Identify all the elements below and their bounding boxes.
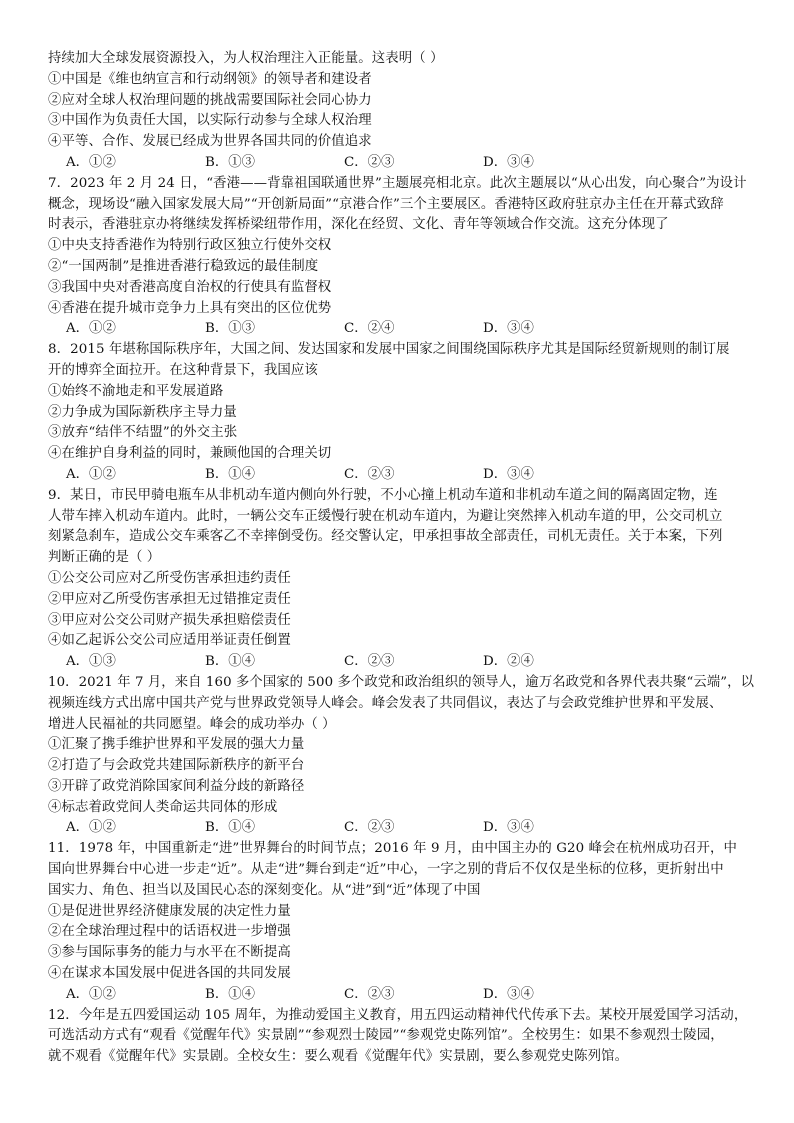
- option-b: B．①④: [205, 986, 256, 1002]
- option-c: C．②③: [344, 654, 395, 670]
- choice-item: ③放弃“结伴不结盟”的外交主张: [48, 425, 238, 441]
- question-12: [48, 1006, 754, 1068]
- question-stem: 时表示，香港驻京办将继续发挥桥梁纽带作用，深化在经贸、文化、青年等领域合作交流。这充分体现了: [48, 217, 669, 233]
- question-stem: 9．某日，市民甲骑电瓶车从非机动车道内侧向外行驶，不小心撞上机动车道和非机动车道之间的隔离固定物，连: [48, 487, 718, 503]
- option-d: D．③④: [483, 986, 534, 1002]
- option-c: C．②③: [344, 820, 395, 836]
- option-d: D．②④: [483, 654, 534, 670]
- question-stem: 国实力、角色、担当以及国民心态的深刻变化。从“进”到“近”体现了中国: [48, 882, 481, 898]
- choice-item: ①始终不渝地走和平发展道路: [48, 383, 224, 399]
- question-stem: 7．2023 年 2 月 24 日，“香港——背靠祖国联通世界”主题展亮相北京。此次主题展以“从心出发，向心聚合”为设计: [48, 175, 747, 191]
- question-stem: 概念，现场设“融入国家发展大局”“开创新局面”“京港合作”三个主要展区。香港特区政府驻京办主任在开幕式致辞: [48, 196, 724, 212]
- option-d: D．③④: [483, 154, 534, 170]
- choice-item: ②“一国两制”是推进香港行稳致远的最佳制度: [48, 258, 319, 274]
- question-stem: 10．2021 年 7 月，来自 160 多个国家的 500 多个政党和政治组织的领导人，逾万名政党和各界代表共聚“云端”，以: [48, 674, 755, 690]
- option-b: B．①④: [205, 820, 256, 836]
- choice-item: ④平等、合作、发展已经成为世界各国共同的价值追求: [48, 134, 372, 150]
- choice-item: ①公交公司应对乙所受伤害承担违约责任: [48, 570, 291, 586]
- question-stem: 可选活动方式有“观看《觉醒年代》实景剧”“参观烈士陵园”“参观党史陈列馆”。全校男生：如果不参观烈士陵园，: [48, 1028, 724, 1044]
- option-c: C．②③: [344, 986, 395, 1002]
- option-d: D．③④: [483, 466, 534, 482]
- option-a: A．①②: [66, 820, 116, 836]
- option-d: D．③④: [483, 321, 534, 337]
- choice-item: ①中国是《维也纳宣言和行动纲领》的领导者和建设者: [48, 71, 372, 87]
- choice-item: ①是促进世界经济健康发展的决定性力量: [48, 903, 291, 919]
- option-b: B．①④: [205, 466, 256, 482]
- option-a: A．①②: [66, 321, 116, 337]
- option-a: A．①②: [66, 466, 116, 482]
- question-stem: 刻紧急刹车，造成公交车乘客乙不幸摔倒受伤。经交警认定，甲承担事故全部责任，司机无责任。关于本案，下列: [48, 529, 723, 545]
- choice-item: ②在全球治理过程中的话语权进一步增强: [48, 924, 291, 940]
- choice-item: ④在维护自身利益的同时，兼顾他国的合理关切: [48, 446, 332, 462]
- option-b: B．①③: [205, 154, 256, 170]
- choice-item: ④香港在提升城市竞争力上具有突出的区位优势: [48, 300, 332, 316]
- answer-options: [48, 319, 754, 340]
- option-c: C．②④: [344, 321, 395, 337]
- question-9: [48, 486, 754, 673]
- choice-item: ②应对全球人权治理问题的挑战需要国际社会同心协力: [48, 92, 372, 108]
- choice-item: ④标志着政党间人类命运共同体的形成: [48, 799, 278, 815]
- choice-item: ③甲应对公交公司财产损失承担赔偿责任: [48, 612, 291, 628]
- question-stem: 11．1978 年，中国重新走“进”世界舞台的时间节点；2016 年 9 月，由中国主办的 G20 峰会在杭州成功召开，中: [48, 841, 738, 857]
- choice-item: ③中国作为负责任大国，以实际行动参与全球人权治理: [48, 113, 372, 129]
- choice-item: ②甲应对乙所受伤害承担无过错推定责任: [48, 591, 291, 607]
- question-stem: 国向世界舞台中心进一步走“近”。从走“进”舞台到走“近”中心，一字之别的背后不仅仅是坐标的位移，更折射出中: [48, 862, 724, 878]
- question-stem: 12．今年是五四爱国运动 105 周年，为推动爱国主义教育，用五四运动精神代代传承下去。某校开展爱国学习活动，: [48, 1007, 748, 1023]
- question-6: [48, 49, 754, 174]
- choice-item: ③开辟了政党消除国家间利益分歧的新路径: [48, 778, 305, 794]
- question-stem: 开的博弈全面拉开。在这种背景下，我国应该: [48, 362, 318, 378]
- choice-item: ④如乙起诉公交公司应适用举证责任倒置: [48, 633, 291, 649]
- answer-options: [48, 985, 754, 1006]
- question-11: [48, 839, 754, 1005]
- choice-item: ①汇聚了携手维护世界和平发展的强大力量: [48, 737, 305, 753]
- choice-item: ③参与国际事务的能力与水平在不断提高: [48, 945, 291, 961]
- choice-item: ②力争成为国际新秩序主导力量: [48, 404, 237, 420]
- question-stem: 8．2015 年堪称国际秩序年，大国之间、发达国家和发展中国家之间围绕国际秩序尤其是国际经贸新规则的制订展: [48, 342, 730, 358]
- choice-item: ①中央支持香港作为特别行政区独立行使外交权: [48, 238, 332, 254]
- question-stem: 视频连线方式出席中国共产党与世界政党领导人峰会。峰会发表了共同倡议，表达了与会政党维护世界和平发展、: [48, 695, 723, 711]
- choice-item: ②打造了与会政党共建国际新秩序的新平台: [48, 758, 305, 774]
- question-stem: 人带车摔入机动车道内。此时，一辆公交车正缓慢行驶在机动车道内，为避让突然摔入机动车道的甲，公交司机立: [48, 508, 723, 524]
- choice-item: ④在谋求本国发展中促进各国的共同发展: [48, 966, 291, 982]
- option-a: A．①②: [66, 986, 116, 1002]
- option-d: D．③④: [483, 820, 534, 836]
- question-stem: 判断正确的是（ ）: [48, 550, 161, 566]
- question-7: [48, 174, 754, 340]
- question-stem: 就不观看《觉醒年代》实景剧。全校女生：要么观看《觉醒年代》实景剧，要么参观党史陈列馆。: [48, 1049, 629, 1065]
- question-10: [48, 673, 754, 839]
- question-8: [48, 340, 754, 486]
- answer-options: [48, 465, 754, 486]
- option-b: B．①③: [205, 321, 256, 337]
- question-stem: 持续加大全球发展资源投入，为人权治理注入正能量。这表明（ ）: [48, 51, 444, 66]
- answer-options: [48, 153, 754, 174]
- option-a: A．①②: [66, 154, 116, 170]
- choice-item: ③我国中央对香港高度自治权的行使具有监督权: [48, 279, 332, 295]
- option-c: C．②③: [344, 466, 395, 482]
- answer-options: [48, 818, 754, 839]
- question-stem: 增进人民福祉的共同愿望。峰会的成功举办（ ）: [48, 716, 336, 732]
- option-b: B．①④: [205, 654, 256, 670]
- answer-options: [48, 652, 754, 673]
- option-a: A．①③: [66, 654, 116, 670]
- option-c: C．②③: [344, 154, 395, 170]
